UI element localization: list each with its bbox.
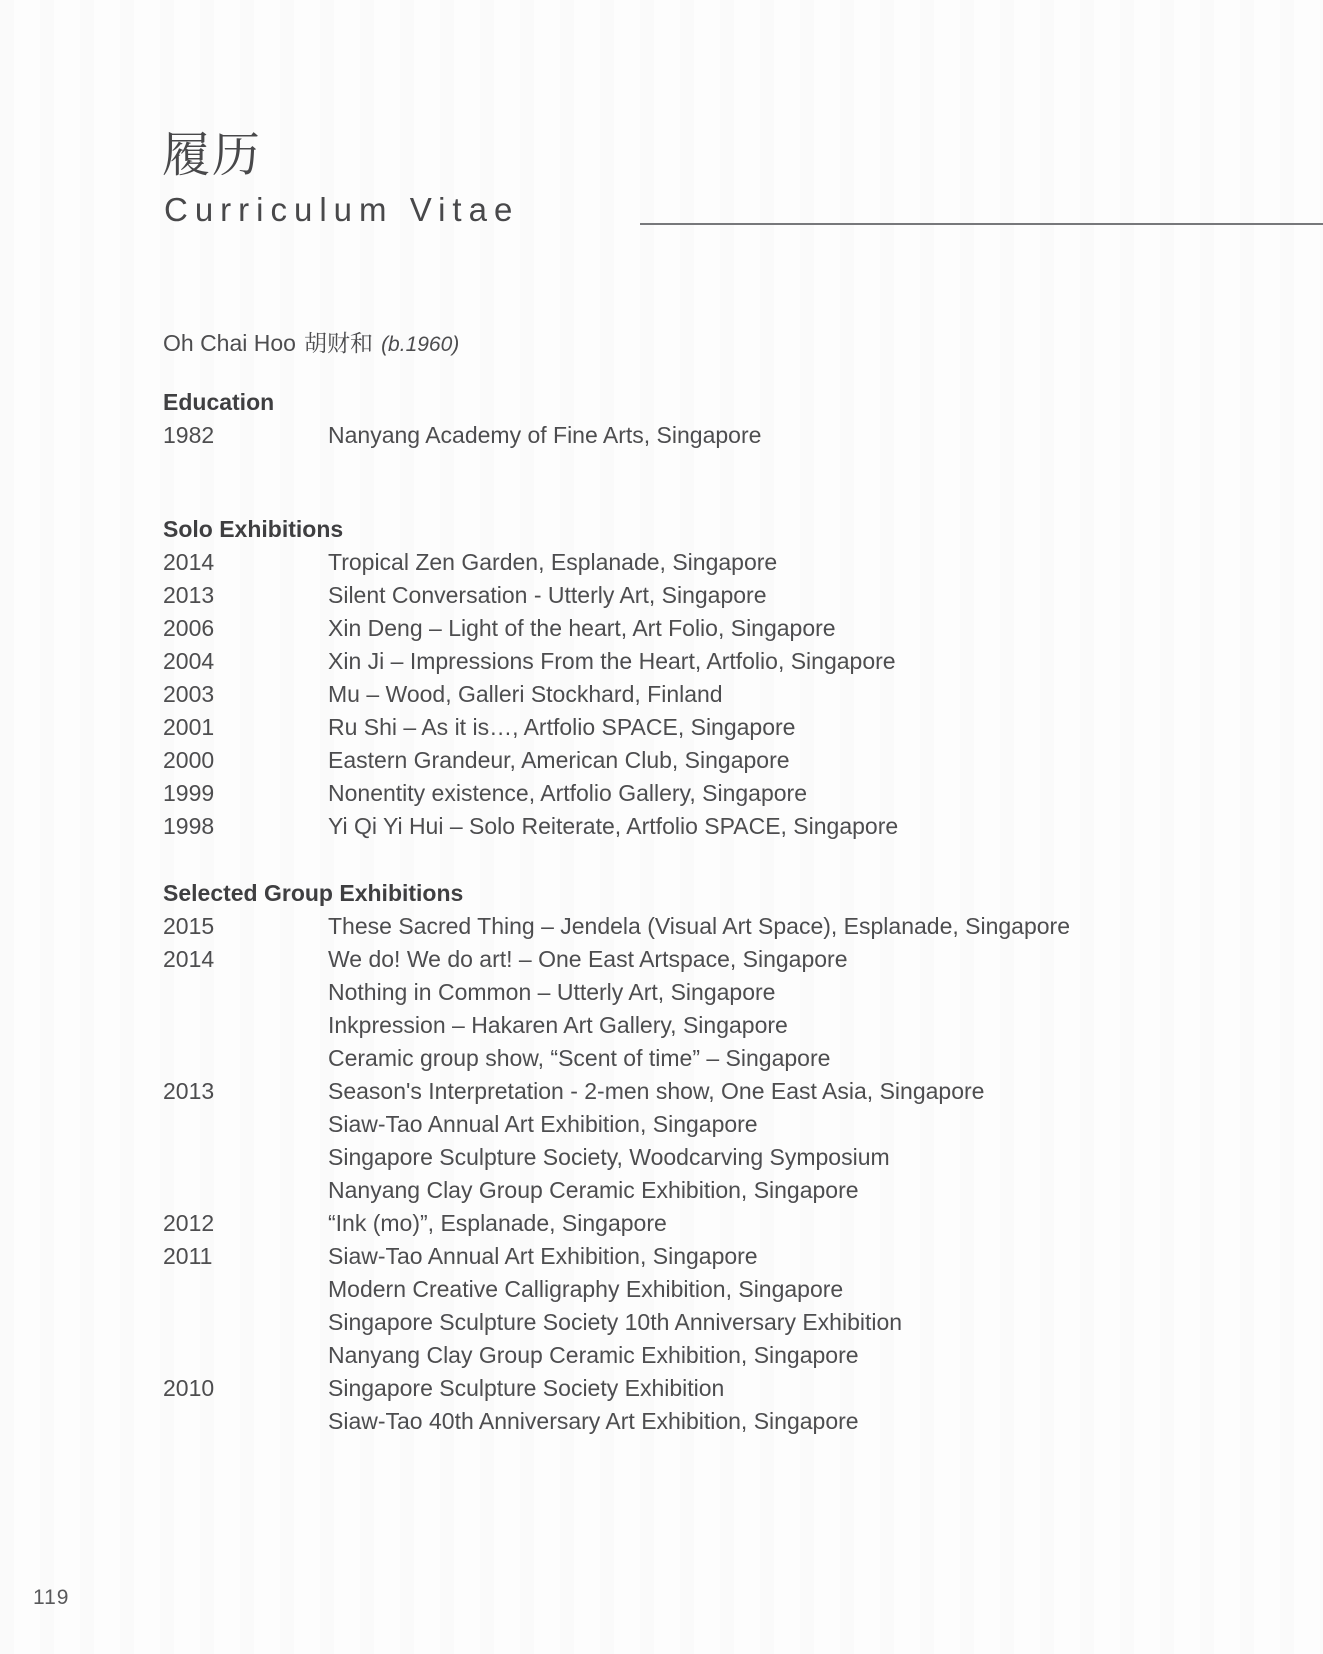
- row-entry: Singapore Sculpture Society 10th Anniversary Exhibition: [328, 1309, 903, 1335]
- row-entry: Nanyang Academy of Fine Arts, Singapore: [328, 422, 762, 448]
- cv-row: [163, 1240, 1258, 1273]
- row-entry: Modern Creative Calligraphy Exhibition, Singapore: [328, 1276, 844, 1302]
- cv-row: [163, 810, 1258, 843]
- row-year: [163, 1306, 328, 1339]
- cv-row: [163, 943, 1258, 976]
- cv-row: [163, 711, 1258, 744]
- row-year: [163, 1141, 328, 1174]
- cv-row: [163, 1273, 1258, 1306]
- cv-row: [163, 546, 1258, 579]
- row-entry: Xin Ji – Impressions From the Heart, Artfolio, Singapore: [328, 648, 896, 674]
- row-entry: Mu – Wood, Galleri Stockhard, Finland: [328, 681, 723, 707]
- cv-row: [163, 1108, 1258, 1141]
- row-year: 2011: [163, 1243, 213, 1269]
- row-year: 2010: [163, 1375, 215, 1401]
- row-entry: Ru Shi – As it is…, Artfolio SPACE, Singapore: [328, 714, 796, 740]
- artist-name-line: [163, 327, 1258, 360]
- row-entry: Ceramic group show, “Scent of time” – Singapore: [328, 1045, 831, 1071]
- cv-row: [163, 1207, 1258, 1240]
- cv-row: [163, 1009, 1258, 1042]
- row-year: 2013: [163, 1078, 215, 1104]
- cv-row: [163, 645, 1258, 678]
- page-title-en: Curriculum Vitae: [164, 191, 520, 228]
- row-year: [163, 1174, 328, 1207]
- cv-row: [163, 910, 1258, 943]
- cv-row: [163, 744, 1258, 777]
- row-entry: Singapore Sculpture Society, Woodcarving Symposium: [328, 1144, 890, 1170]
- row-year: 2001: [163, 714, 215, 740]
- row-year: 1998: [163, 813, 215, 839]
- row-entry: These Sacred Thing – Jendela (Visual Art Space), Esplanade, Singapore: [328, 913, 1071, 939]
- cv-row: [163, 579, 1258, 612]
- section-heading: Education: [163, 389, 275, 415]
- row-entry: Siaw-Tao 40th Anniversary Art Exhibition, Singapore: [328, 1408, 859, 1434]
- row-entry: Siaw-Tao Annual Art Exhibition, Singapore: [328, 1243, 758, 1269]
- cv-row: [163, 1405, 1258, 1438]
- row-year: [163, 976, 328, 1009]
- row-year: [163, 1042, 328, 1075]
- cv-content: [163, 327, 1258, 1438]
- page-number: 119: [33, 1586, 70, 1609]
- row-entry: Nanyang Clay Group Ceramic Exhibition, Singapore: [328, 1342, 859, 1368]
- row-entry: Season's Interpretation - 2-men show, One East Asia, Singapore: [328, 1078, 985, 1104]
- page-title-cjk: 履历: [162, 129, 263, 182]
- row-entry: We do! We do art! – One East Artspace, Singapore: [328, 946, 848, 972]
- row-year: 2004: [163, 648, 215, 674]
- row-year: 2000: [163, 747, 215, 773]
- row-entry: Tropical Zen Garden, Esplanade, Singapore: [328, 549, 778, 575]
- cv-row: [163, 1372, 1258, 1405]
- row-entry: Singapore Sculpture Society Exhibition: [328, 1375, 725, 1401]
- row-entry: “Ink (mo)”, Esplanade, Singapore: [328, 1210, 667, 1236]
- cv-section: [163, 877, 1258, 1438]
- row-entry: Nothing in Common – Utterly Art, Singapore: [328, 979, 776, 1005]
- cv-section: [163, 386, 1258, 452]
- cv-row: [163, 777, 1258, 810]
- cv-row: [163, 419, 1258, 452]
- row-entry: Nonentity existence, Artfolio Gallery, Singapore: [328, 780, 807, 806]
- cv-sections: [163, 386, 1258, 1438]
- cv-row: [163, 1306, 1258, 1339]
- cv-row: [163, 678, 1258, 711]
- section-heading: Selected Group Exhibitions: [163, 880, 464, 906]
- cv-section: [163, 513, 1258, 843]
- cv-row: [163, 1174, 1258, 1207]
- cv-row: [163, 1075, 1258, 1108]
- row-entry: Siaw-Tao Annual Art Exhibition, Singapore: [328, 1111, 758, 1137]
- row-entry: Eastern Grandeur, American Club, Singapore: [328, 747, 790, 773]
- row-year: 2015: [163, 913, 215, 939]
- cv-row: [163, 1042, 1258, 1075]
- row-year: 2012: [163, 1210, 215, 1236]
- row-year: [163, 1108, 328, 1141]
- section-heading: Solo Exhibitions: [163, 516, 344, 542]
- row-year: [163, 1273, 328, 1306]
- cv-row: [163, 1339, 1258, 1372]
- row-entry: Yi Qi Yi Hui – Solo Reiterate, Artfolio SPACE, Singapore: [328, 813, 899, 839]
- row-entry: Inkpression – Hakaren Art Gallery, Singapore: [328, 1012, 788, 1038]
- row-entry: Xin Deng – Light of the heart, Art Folio, Singapore: [328, 615, 836, 641]
- cv-row: [163, 1141, 1258, 1174]
- title-rule: [640, 223, 1323, 225]
- row-year: 2014: [163, 946, 215, 972]
- artist-name-cjk: 胡财和: [304, 330, 374, 356]
- row-year: 2003: [163, 681, 215, 707]
- row-entry: Silent Conversation - Utterly Art, Singapore: [328, 582, 767, 608]
- artist-birth-year: (b.1960): [381, 333, 460, 356]
- row-year: 1999: [163, 780, 215, 806]
- artist-name-en: Oh Chai Hoo: [163, 330, 296, 356]
- row-entry: Nanyang Clay Group Ceramic Exhibition, Singapore: [328, 1177, 859, 1203]
- row-year: 2013: [163, 582, 215, 608]
- row-year: [163, 1339, 328, 1372]
- row-year: 2014: [163, 549, 215, 575]
- row-year: 1982: [163, 422, 215, 448]
- row-year: 2006: [163, 615, 215, 641]
- cv-row: [163, 976, 1258, 1009]
- row-year: [163, 1009, 328, 1042]
- row-year: [163, 1405, 328, 1438]
- cv-row: [163, 612, 1258, 645]
